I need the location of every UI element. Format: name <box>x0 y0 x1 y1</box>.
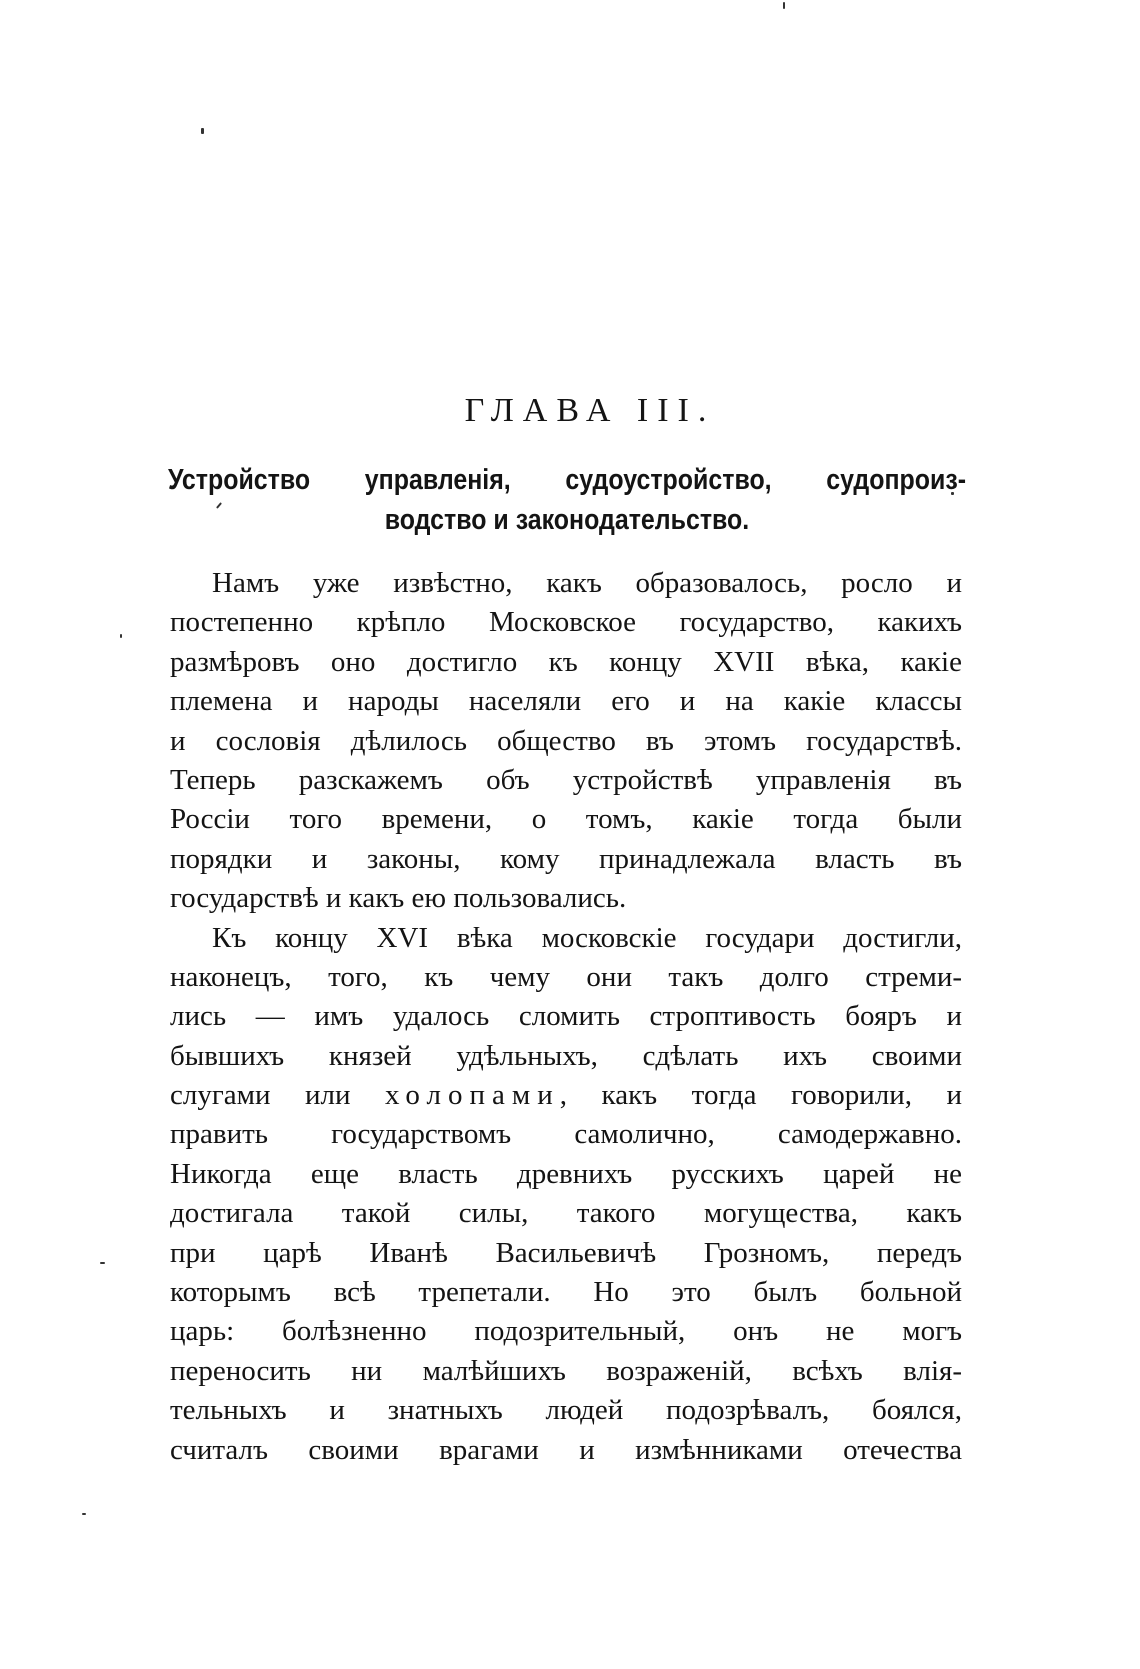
text-line: Россіи того времени, о томъ, какіе тогда были <box>170 803 962 836</box>
chapter-title-line: водство и законодательство. <box>384 504 750 536</box>
scan-speck <box>100 1262 105 1264</box>
scan-speck <box>201 128 204 134</box>
text-line: Теперь разскажемъ объ устройствѣ управленія въ <box>170 763 962 796</box>
text-line: Никогда еще власть древнихъ русскихъ царей не <box>170 1157 962 1190</box>
text-line: править государствомъ самолично, самодержавно. <box>170 1118 962 1151</box>
text-line: государствѣ и какъ ею пользовались. <box>170 882 627 915</box>
chapter-title-line: Устройство управленія, судоустройство, судопроиз- <box>167 464 967 496</box>
text-line: Къ концу XVI вѣка московскіе государи достигли, <box>212 921 962 954</box>
text-line: бывшихъ князей удѣльныхъ, сдѣлать ихъ своими <box>170 1039 962 1072</box>
text-line: которымъ всѣ трепетали. Но это былъ больной <box>170 1276 962 1309</box>
text-line: племена и народы населяли его и на какіе классы <box>170 685 962 718</box>
text-line: наконецъ, того, къ чему они такъ долго стреми- <box>170 960 962 993</box>
text-line: и сословія дѣлилось общество въ этомъ государствѣ. <box>170 724 962 757</box>
text-line: постепенно крѣпло Московское государство, какихъ <box>170 606 962 639</box>
text-line: тельныхъ и знатныхъ людей подозрѣвалъ, боялся, <box>170 1394 962 1427</box>
text-line: Намъ уже извѣстно, какъ образовалось, росло и <box>212 567 962 599</box>
text-line: переносить ни малѣйшихъ возраженій, всѣхъ влія- <box>170 1354 962 1387</box>
text-line: достигала такой силы, такого могущества, какъ <box>170 1197 962 1230</box>
text-line: порядки и законы, кому принадлежала власть въ <box>170 842 962 875</box>
scan-speck <box>82 1513 86 1515</box>
scan-speck <box>783 2 785 9</box>
text-line: считалъ своими врагами и измѣнниками отечества <box>170 1433 962 1466</box>
chapter-heading: ГЛАВА III. <box>464 392 716 429</box>
text-line: царь: болѣзненно подозрительный, онъ не могъ <box>170 1315 962 1348</box>
text-line: при царѣ Иванѣ Васильевичѣ Грозномъ, передъ <box>170 1236 962 1269</box>
body-text <box>170 564 962 1470</box>
emphasized-word: холопами <box>385 1079 560 1112</box>
chapter-title <box>168 460 966 540</box>
text-line: слугами или холопами, какъ тогда говорили, и <box>170 1079 963 1112</box>
scan-speck <box>120 634 122 638</box>
text-line: размѣровъ оно достигло къ концу XVII вѣка, какіе <box>170 645 962 678</box>
text-line: лись — имъ удалось сломить строптивость бояръ и <box>170 1000 962 1033</box>
